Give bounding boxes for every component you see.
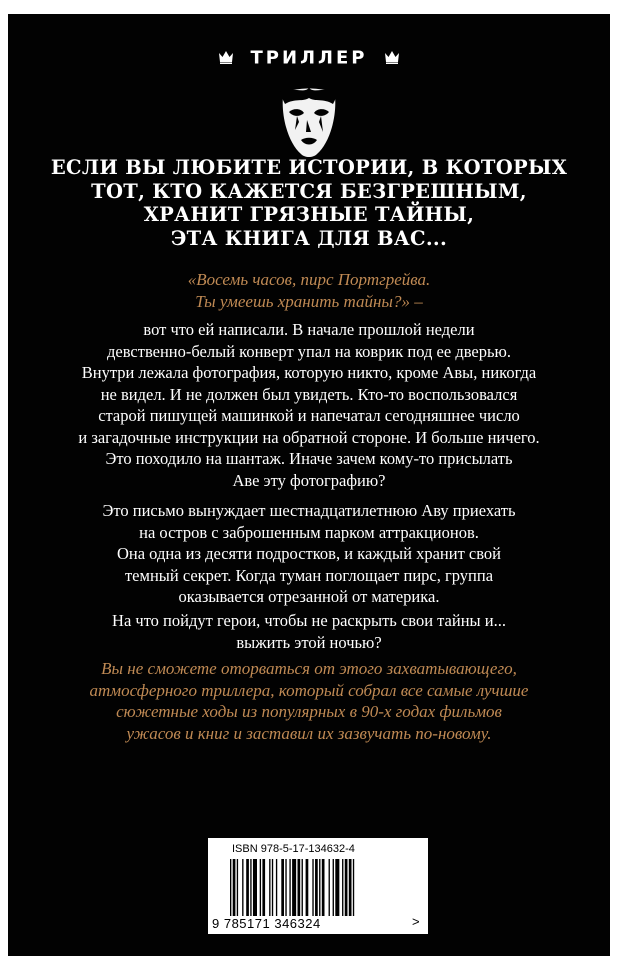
mask-face-icon	[273, 82, 345, 162]
quote	[8, 269, 610, 313]
description-paragraph	[8, 610, 610, 653]
crown-icon	[385, 48, 399, 69]
genre-header	[8, 47, 610, 69]
paragraph-line: оказывается отрезанной от материка.	[178, 587, 440, 606]
paragraph-line: вот что ей написали. В начале прошлой недели	[143, 320, 475, 339]
headline-line: ЕСЛИ ВЫ ЛЮБИТЕ ИСТОРИИ, В КОТОРЫХ	[50, 156, 568, 179]
paragraph-line: на остров с заброшенным парком аттракционов.	[139, 522, 479, 542]
isbn-label: ISBN 978-5-17-134632-4	[232, 843, 355, 855]
book-back-cover	[8, 14, 610, 956]
quote-line: Ты умеешь хранить тайны?» –	[195, 292, 423, 311]
tagline	[8, 658, 610, 744]
headline-line: ЭТА КНИГА ДЛЯ ВАС...	[170, 226, 448, 250]
tagline-line: сюжетные ходы из популярных в 90-х годах фильмов	[116, 702, 502, 721]
headline-line: ХРАНИТ ГРЯЗНЫЕ ТАЙНЫ,	[143, 203, 475, 226]
paragraph-line: девственно-белый конверт упал на коврик под ее дверью.	[107, 341, 511, 361]
headline	[8, 156, 610, 250]
paragraph-line: выжить этой ночью?	[236, 632, 382, 652]
paragraph-line: Аве эту фотографию?	[232, 470, 386, 490]
paragraph-line: старой пишущей машинкой и напечатал сегодняшнее число	[98, 406, 520, 425]
paragraph-line: и загадочные инструкции на обратной стороне. И больше ничего.	[78, 427, 540, 447]
paragraph-line: Это письмо вынуждает шестнадцатилетнюю Аву приехать	[102, 501, 516, 520]
barcode	[228, 859, 412, 916]
quote-line: «Восемь часов, пирс Портгрейва.	[187, 270, 431, 289]
isbn-digits: 9 785171 346324	[212, 916, 321, 931]
paragraph-line: Это походило на шантаж. Иначе зачем кому-то присылать	[105, 449, 513, 468]
paragraph-line: Внутри лежала фотография, которую никто, кроме Авы, никогда	[81, 363, 537, 382]
paragraph-line: не видел. И не должен был увидеть. Кто-то воспользовался	[100, 384, 518, 404]
crown-icon	[219, 48, 233, 69]
isbn-end-mark: >	[412, 914, 420, 929]
tagline-line: атмосферного триллера, который собрал все самые лучшие	[89, 680, 529, 700]
headline-line: ТОТ, КТО КАЖЕТСЯ БЕЗГРЕШНЫМ,	[91, 179, 527, 203]
paragraph-line: Она одна из десяти подростков, и каждый хранит свой	[116, 544, 502, 563]
paragraph-line: На что пойдут герои, чтобы не раскрыть свои тайны и...	[112, 611, 506, 630]
genre-label: ТРИЛЛЕР	[250, 47, 368, 69]
tagline-line: Вы не сможете оторваться от этого захватывающего,	[101, 659, 517, 678]
description-paragraph	[8, 500, 610, 608]
paragraph-line: темный секрет. Когда туман поглощает пирс, группа	[124, 565, 494, 585]
isbn-barcode-box	[208, 838, 428, 934]
tagline-line: ужасов и книг и заставил их зазвучать по-новому.	[126, 723, 492, 743]
description-paragraph	[8, 319, 610, 491]
